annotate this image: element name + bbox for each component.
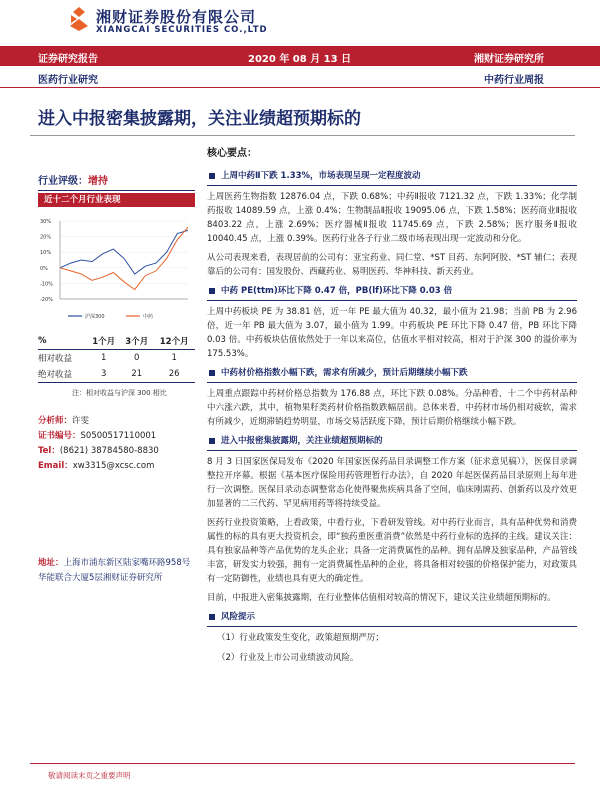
company-name-en: XIANGCAI SECURITIES CO.,LTD [96, 25, 268, 35]
table-row-label: 绝对收益 [38, 366, 87, 383]
email-link[interactable]: xw3315@xcsc.com [72, 461, 155, 471]
address-label: 地址： [38, 558, 64, 568]
paragraph: 上周中药板块 PE 为 38.81 倍，近一年 PE 最大值为 40.32，最小值为 21.98；当前 PB 为 2.96 倍，近一年 PB 最大值为 3.07，最小值为 1.99。中药板块 PE 环比下降 0.47 倍，PB 环比下降 0.03 倍。中药板块估值依然处于一年以来高位，估值水平相对较高，相对于沪深 300 的溢价率为 175.53%。 [207, 307, 577, 359]
list-item: （2）行业及上市公司业绩波动风险。 [217, 653, 359, 663]
report-series: 中药行业周报 [484, 75, 544, 86]
paragraph: 目前，中报进入密集披露期，在行业整体估值相对较高的情况下，建议关注业绩超预期标的。 [207, 593, 556, 603]
table-header-row [38, 333, 195, 350]
report-type: 证券研究报告 [38, 54, 98, 65]
footer-disclaimer: 敬请阅读末页之重要声明 [48, 771, 131, 780]
y-tick-label: -10% [40, 281, 53, 288]
table-cell: 26 [153, 366, 195, 383]
top-info-bar [0, 46, 600, 66]
trend-chart [38, 213, 195, 325]
industry-research: 医药行业研究 [38, 75, 98, 86]
table-note: 注：相对收益与沪深 300 相比 [72, 389, 167, 397]
page-header [0, 0, 600, 40]
analyst-name: 许雯 [72, 416, 90, 426]
analyst-label: 分析师： [38, 416, 73, 426]
table-cell: 3 [87, 366, 120, 383]
section-heading: 中药 PE(ttm)环比下降 0.47 倍，PB(lf)环比下降 0.03 倍 [207, 284, 577, 298]
report-date: 2020 年 08 月 13 日 [248, 54, 352, 65]
company-name-cn: 湘财证券股份有限公司 [96, 8, 257, 26]
sub-info-bar [0, 66, 600, 88]
page-title: 进入中报密集披露期，关注业绩超预期标的 [38, 109, 361, 129]
cert-label: 证书编号： [38, 431, 81, 441]
table-header-cell: % [38, 333, 87, 350]
y-tick-label: 30% [40, 219, 52, 225]
table-row-label: 相对收益 [38, 354, 73, 364]
section-heading: 风险提示 [207, 610, 577, 624]
rating-label: 行业评级： [38, 176, 88, 187]
table-cell: 1 [100, 353, 107, 363]
divider [207, 450, 577, 451]
paragraph: 8 月 3 日国家医保局发布《2020 年国家医保药品目录调整工作方案（征求意见稿）》，医保目录调整拉开序幕。根据《基本医疗保险用药管理暂行办法》，自 2020 年起医保药品目录原则上每年进行一次调整。医保目录动态调整常态化使得聚焦疾病具备了空间，临床刚需药、创新药以及疗效更加显著的二三代药、罕见病用药等将持续受益。 [207, 457, 577, 509]
legend-label-tcm: 中药 [143, 314, 154, 320]
chart-legend [68, 313, 153, 320]
main-content [207, 147, 577, 671]
divider [207, 626, 577, 627]
y-tick-label: 20% [40, 234, 52, 241]
section-heading: 上周中药Ⅱ下跌 1.33%，市场表现呈现一定程度波动 [207, 169, 577, 183]
y-tick-label: 10% [40, 250, 52, 257]
divider [207, 185, 577, 186]
legend-label-hs300: 沪深300 [85, 314, 105, 320]
core-points-title: 核心要点： [207, 148, 257, 159]
paragraph: 上周医药生物指数 12876.04 点，下跌 0.68%；中药Ⅱ报收 7121.32 点，下跌 1.33%；化学制药报收 14089.59 点，上涨 0.4%；生物制品Ⅱ报收 19095.06 点，下跌 1.58%；医药商业Ⅱ报收 8403.22 点，上涨 2.69%；医疗器械Ⅱ报收 11745.69 点，下跌 2.58%；医疗服务Ⅱ报收 10040.45 点，上涨 0.39%。医药行业各子行业二级市场表现出现一定波动和分化。 [207, 192, 577, 244]
divider [207, 300, 577, 301]
table-header-cell: 1个月 [87, 333, 120, 350]
trend-chart-title: 近十二个月行业表现 [38, 193, 195, 207]
table-row [38, 350, 195, 367]
tel-label: Tel： [38, 446, 60, 456]
address-block [38, 556, 198, 586]
company-logo-icon [68, 6, 90, 32]
table-cell: 21 [120, 366, 153, 383]
table-header-cell: 3个月 [120, 333, 153, 350]
section-heading: 中药材价格指数小幅下跌，需求有所减少，预计后期继续小幅下跌 [207, 366, 577, 380]
analyst-info [38, 414, 159, 474]
cert-value: S0500517110001 [80, 431, 157, 441]
divider [30, 763, 575, 764]
address-value: 上海市浦东新区陆家嘴环路958号华能联合大厦5层湘财证券研究所 [38, 558, 191, 583]
table-row [38, 366, 195, 383]
list-item: （1）行业政策发生变化，政策超预期严厉； [217, 633, 384, 643]
y-tick-label: -20% [40, 297, 53, 303]
paragraph: 医药行业投资策略，上看政策，中看行业，下看研发管线。对中药行业而言，具有品种优势和消费属性的标的具有更大投资机会，即“独药重医重消费”依然是中药行业标的选择的主线。建议关注：具有独家品种等产品优势的龙头企业；具备一定消费属性的品种。拥有品牌及独家品种，产品管线丰富，研发实力较强，拥有一定消费属性品种的企业，将具备相对较强的价格保护能力，对政策具有一定防御性，业绩也具有更大的确定性。 [207, 518, 577, 584]
institute-name: 湘财证券研究所 [474, 54, 544, 65]
industry-rating [38, 172, 108, 187]
email-label: Email： [38, 461, 73, 471]
divider [30, 135, 575, 136]
rating-value: 增持 [88, 176, 108, 187]
paragraph: 上周重点跟踪中药材价格总指数为 176.88 点，环比下跌 0.08%。分品种看，十二个中药材品种中六涨六跌，其中，植物果籽类药材价格指数跌幅居前。总体来看，中药材市场仍相对疲软，需求有所减少，近期滞销趋势明显，市场交易活跃度下降，预计后期价格继续小幅下跌。 [207, 389, 577, 427]
table-cell: 0 [134, 353, 140, 363]
y-tick-label: 0% [40, 265, 48, 272]
table-cell: 1 [171, 353, 177, 363]
divider [207, 382, 577, 383]
table-header-cell: 12个月 [153, 333, 195, 350]
divider [38, 190, 195, 191]
tel-value: (8621) 38784580-8830 [59, 446, 159, 456]
section-heading: 进入中报密集披露期，关注业绩超预期标的 [207, 434, 577, 448]
divider [0, 87, 600, 88]
performance-table [38, 333, 195, 383]
paragraph: 从公司表现来看，表现居前的公司有：亚宝药业、同仁堂、*ST 目药、东阿阿胶、*ST 辅仁；表现靠后的公司有：国发股份、西藏药业、易明医药、华神科技、新天药业。 [207, 253, 577, 277]
